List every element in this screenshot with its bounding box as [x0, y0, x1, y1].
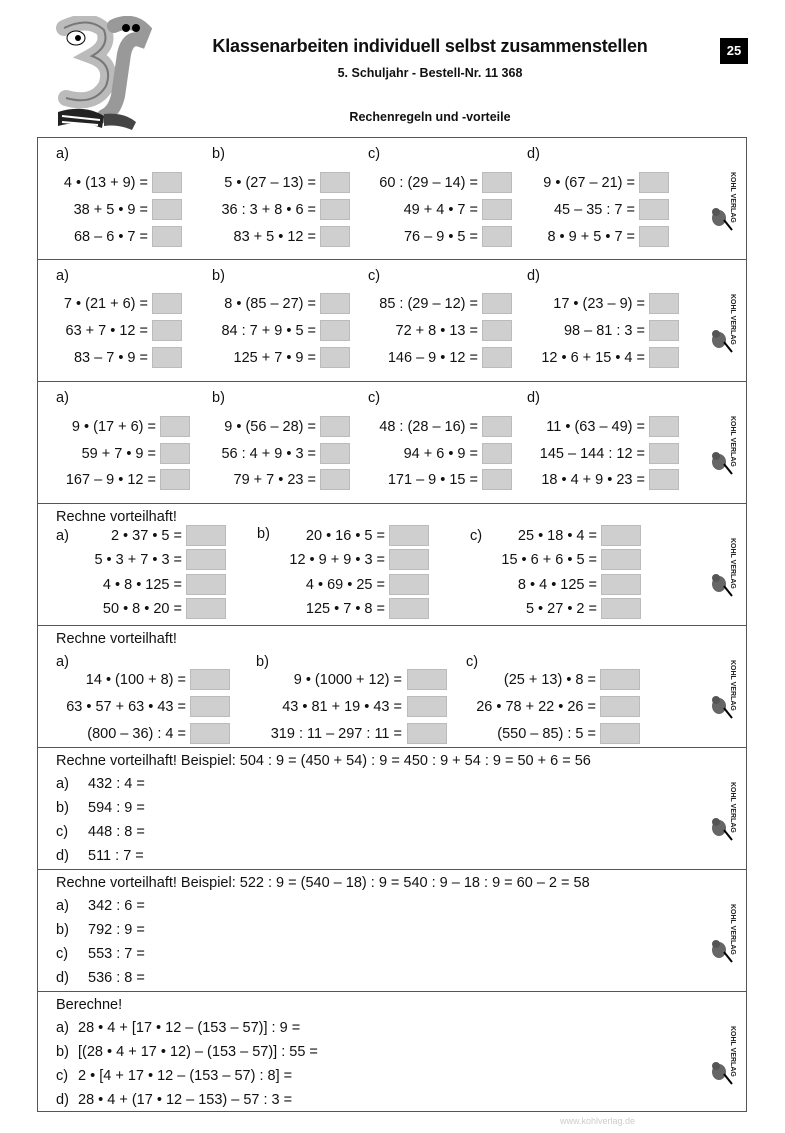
- answer-box[interactable]: [649, 347, 679, 368]
- kohl-verlag-logo: [708, 900, 738, 966]
- answer-box[interactable]: [649, 469, 679, 490]
- answer-box[interactable]: [601, 525, 641, 546]
- column-label: c): [368, 146, 381, 162]
- task: 5 • (27 – 13) =: [224, 175, 316, 191]
- block-heading: Rechne vorteilhaft!: [56, 509, 177, 525]
- topic-heading: Rechenregeln und -vorteile: [349, 110, 511, 124]
- answer-box[interactable]: [601, 549, 641, 570]
- svg-text:KOHL VERLAG: KOHL VERLAG: [729, 538, 736, 589]
- answer-box[interactable]: [152, 293, 182, 314]
- kohl-verlag-logo: [708, 534, 738, 600]
- column-label: a): [56, 654, 69, 670]
- task: 792 : 9 =: [88, 922, 145, 938]
- answer-box[interactable]: [600, 696, 640, 717]
- task: 36 : 3 + 8 • 6 =: [221, 202, 316, 218]
- task: 18 • 4 + 9 • 23 =: [541, 472, 645, 488]
- item-label: a): [56, 776, 69, 792]
- svg-text:KOHL VERLAG: KOHL VERLAG: [729, 782, 736, 833]
- task: 5 • 3 + 7 • 3 =: [94, 552, 182, 568]
- task: 4 • 8 • 125 =: [102, 577, 182, 593]
- svg-text:KOHL VERLAG: KOHL VERLAG: [729, 172, 736, 223]
- answer-box[interactable]: [482, 293, 512, 314]
- answer-box[interactable]: [389, 598, 429, 619]
- kohl-verlag-logo: [708, 412, 738, 478]
- section-divider: [37, 625, 747, 626]
- column-label: c): [466, 654, 479, 670]
- answer-box[interactable]: [152, 199, 182, 220]
- section-divider: [37, 503, 747, 504]
- task: 171 – 9 • 15 =: [387, 472, 478, 488]
- task: 28 • 4 + [17 • 12 – (153 – 57)] : 9 =: [78, 1020, 301, 1036]
- column-label: a): [56, 390, 69, 406]
- task: 15 • 6 + 6 • 5 =: [501, 552, 597, 568]
- answer-box[interactable]: [389, 525, 429, 546]
- task: 94 + 6 • 9 =: [403, 446, 478, 462]
- task: 14 • (100 + 8) =: [85, 672, 186, 688]
- answer-box[interactable]: [186, 598, 226, 619]
- column-label: a): [56, 528, 69, 544]
- answer-box[interactable]: [482, 469, 512, 490]
- task: [(28 • 4 + 17 • 12) – (153 – 57)] : 55 =: [78, 1044, 318, 1060]
- task: 63 + 7 • 12 =: [65, 323, 148, 339]
- answer-box[interactable]: [152, 347, 182, 368]
- task: 12 • 6 + 15 • 4 =: [541, 350, 645, 366]
- column-label: a): [56, 268, 69, 284]
- answer-box[interactable]: [482, 199, 512, 220]
- svg-text:KOHL VERLAG: KOHL VERLAG: [729, 416, 736, 467]
- task: 8 • (85 – 27) =: [224, 296, 316, 312]
- answer-box[interactable]: [160, 469, 190, 490]
- task: 8 • 9 + 5 • 7 =: [547, 229, 635, 245]
- item-label: a): [56, 1020, 69, 1036]
- answer-box[interactable]: [152, 226, 182, 247]
- answer-box[interactable]: [186, 525, 226, 546]
- task: 76 – 9 • 5 =: [403, 229, 478, 245]
- task: 43 • 81 + 19 • 43 =: [282, 699, 402, 715]
- column-label: c): [368, 268, 381, 284]
- page-subtitle: 5. Schuljahr - Bestell-Nr. 11 368: [337, 66, 523, 80]
- answer-box[interactable]: [152, 320, 182, 341]
- task: 4 • (13 + 9) =: [63, 175, 148, 191]
- answer-box[interactable]: [649, 443, 679, 464]
- answer-box[interactable]: [600, 723, 640, 744]
- task: 319 : 11 – 297 : 11 =: [270, 726, 402, 742]
- kohl-verlag-logo: [708, 656, 738, 722]
- item-label: b): [56, 800, 69, 816]
- column-label: d): [527, 390, 540, 406]
- column-label: b): [212, 146, 225, 162]
- task: 9 • (17 + 6) =: [71, 419, 156, 435]
- task: (550 – 85) : 5 =: [497, 726, 596, 742]
- item-label: c): [56, 1068, 69, 1084]
- answer-box[interactable]: [320, 293, 350, 314]
- answer-box[interactable]: [186, 549, 226, 570]
- answer-box[interactable]: [649, 416, 679, 437]
- task: 2 • 37 • 5 =: [110, 528, 182, 544]
- answer-box[interactable]: [320, 320, 350, 341]
- task: 60 : (29 – 14) =: [379, 175, 478, 191]
- task: 45 – 35 : 7 =: [553, 202, 635, 218]
- answer-box[interactable]: [639, 199, 669, 220]
- task: 553 : 7 =: [88, 946, 145, 962]
- answer-box[interactable]: [320, 469, 350, 490]
- task: 38 + 5 • 9 =: [73, 202, 148, 218]
- task: 25 • 18 • 4 =: [517, 528, 597, 544]
- task: 146 – 9 • 12 =: [387, 350, 478, 366]
- answer-box[interactable]: [639, 226, 669, 247]
- item-label: d): [56, 848, 69, 864]
- answer-box[interactable]: [649, 293, 679, 314]
- task: 125 • 7 • 8 =: [305, 601, 385, 617]
- task: 4 • 69 • 25 =: [305, 577, 385, 593]
- task: 84 : 7 + 9 • 5 =: [221, 323, 316, 339]
- section-divider: [37, 381, 747, 382]
- svg-text:KOHL VERLAG: KOHL VERLAG: [729, 904, 736, 955]
- page-title: Klassenarbeiten individuell selbst zusammenstellen: [212, 36, 648, 56]
- task: 511 : 7 =: [88, 848, 144, 864]
- task: 20 • 16 • 5 =: [305, 528, 385, 544]
- task: 9 • (56 – 28) =: [224, 419, 316, 435]
- column-label: b): [212, 390, 225, 406]
- answer-box[interactable]: [601, 598, 641, 619]
- task: 17 • (23 – 9) =: [553, 296, 645, 312]
- task: 432 : 4 =: [88, 776, 145, 792]
- item-label: b): [56, 922, 69, 938]
- kohl-verlag-logo: [708, 168, 738, 234]
- task: 28 • 4 + (17 • 12 – 153) – 57 : 3 =: [78, 1092, 293, 1108]
- svg-text:KOHL VERLAG: KOHL VERLAG: [729, 660, 736, 711]
- task: 536 : 8 =: [88, 970, 145, 986]
- task: 68 – 6 • 7 =: [73, 229, 148, 245]
- column-label: b): [257, 526, 270, 542]
- column-label: b): [212, 268, 225, 284]
- section-divider: [37, 869, 747, 870]
- task: 63 • 57 + 63 • 43 =: [66, 699, 186, 715]
- item-label: a): [56, 898, 69, 914]
- task: 56 : 4 + 9 • 3 =: [221, 446, 316, 462]
- kohl-verlag-logo: [708, 778, 738, 844]
- column-label: c): [368, 390, 381, 406]
- column-label: c): [470, 528, 483, 544]
- task: 5 • 27 • 2 =: [525, 601, 597, 617]
- item-label: c): [56, 824, 69, 840]
- answer-box[interactable]: [186, 574, 226, 595]
- item-label: c): [56, 946, 69, 962]
- task: 12 • 9 + 9 • 3 =: [289, 552, 385, 568]
- column-label: d): [527, 268, 540, 284]
- task: 83 + 5 • 12 =: [233, 229, 316, 245]
- answer-box[interactable]: [152, 172, 182, 193]
- task: 98 – 81 : 3 =: [563, 323, 645, 339]
- answer-box[interactable]: [190, 669, 230, 690]
- task: 11 • (63 – 49) =: [546, 419, 645, 435]
- footer-watermark: www.kohlverlag.de: [560, 1116, 636, 1126]
- block-heading: Berechne!: [56, 997, 123, 1013]
- answer-box[interactable]: [320, 347, 350, 368]
- item-label: d): [56, 970, 69, 986]
- answer-box[interactable]: [482, 416, 512, 437]
- answer-box[interactable]: [320, 416, 350, 437]
- task: 8 • 4 • 125 =: [517, 577, 597, 593]
- task: 167 – 9 • 12 =: [65, 472, 156, 488]
- answer-box[interactable]: [482, 347, 512, 368]
- task: 59 + 7 • 9 =: [81, 446, 156, 462]
- number-three-mascot-logo: [44, 16, 164, 134]
- block-heading: Rechne vorteilhaft! Beispiel: 504 : 9 = (450 + 54) : 9 = 450 : 9 + 54 : 9 = 50 + 6 = 56: [56, 753, 591, 769]
- answer-box[interactable]: [639, 172, 669, 193]
- answer-box[interactable]: [482, 172, 512, 193]
- task: 85 : (29 – 12) =: [379, 296, 478, 312]
- task: 50 • 8 • 20 =: [102, 601, 182, 617]
- task: 145 – 144 : 12 =: [539, 446, 645, 462]
- answer-box[interactable]: [190, 696, 230, 717]
- answer-box[interactable]: [482, 320, 512, 341]
- task: 594 : 9 =: [88, 800, 145, 816]
- item-label: b): [56, 1044, 69, 1060]
- block-heading: Rechne vorteilhaft! Beispiel: 522 : 9 = (540 – 18) : 9 = 540 : 9 – 18 : 9 = 60 – 2 = 58: [56, 875, 590, 891]
- answer-box[interactable]: [320, 226, 350, 247]
- svg-text:KOHL VERLAG: KOHL VERLAG: [729, 1026, 736, 1077]
- answer-box[interactable]: [482, 443, 512, 464]
- task: 9 • (67 – 21) =: [543, 175, 635, 191]
- kohl-verlag-logo: [708, 1022, 738, 1088]
- task: 49 + 4 • 7 =: [403, 202, 478, 218]
- answer-box[interactable]: [160, 416, 190, 437]
- task: 125 + 7 • 9 =: [233, 350, 316, 366]
- answer-box[interactable]: [320, 172, 350, 193]
- answer-box[interactable]: [601, 574, 641, 595]
- task: 48 : (28 – 16) =: [379, 419, 478, 435]
- task: (800 – 36) : 4 =: [87, 726, 186, 742]
- answer-box[interactable]: [320, 443, 350, 464]
- task: 79 + 7 • 23 =: [233, 472, 316, 488]
- answer-box[interactable]: [320, 199, 350, 220]
- answer-box[interactable]: [389, 574, 429, 595]
- item-label: d): [56, 1092, 69, 1108]
- answer-box[interactable]: [482, 226, 512, 247]
- answer-box[interactable]: [160, 443, 190, 464]
- task: 72 + 8 • 13 =: [395, 323, 478, 339]
- column-label: b): [256, 654, 269, 670]
- answer-box[interactable]: [389, 549, 429, 570]
- task: 26 • 78 + 22 • 26 =: [476, 699, 596, 715]
- task: 448 : 8 =: [88, 824, 145, 840]
- answer-box[interactable]: [190, 723, 230, 744]
- answer-box[interactable]: [407, 696, 447, 717]
- section-divider: [37, 747, 747, 748]
- task: (25 + 13) • 8 =: [503, 672, 596, 688]
- section-divider: [37, 259, 747, 260]
- column-label: a): [56, 146, 69, 162]
- task: 83 – 7 • 9 =: [73, 350, 148, 366]
- answer-box[interactable]: [407, 723, 447, 744]
- task: 2 • [4 + 17 • 12 – (153 – 57) : 8] =: [78, 1068, 293, 1084]
- column-label: d): [527, 146, 540, 162]
- block-heading: Rechne vorteilhaft!: [56, 631, 177, 647]
- page-number-badge: 25: [720, 38, 748, 64]
- task: 7 • (21 + 6) =: [63, 296, 148, 312]
- answer-box[interactable]: [600, 669, 640, 690]
- task: 342 : 6 =: [88, 898, 145, 914]
- answer-box[interactable]: [407, 669, 447, 690]
- svg-text:KOHL VERLAG: KOHL VERLAG: [729, 294, 736, 345]
- answer-box[interactable]: [649, 320, 679, 341]
- section-divider: [37, 991, 747, 992]
- kohl-verlag-logo: [708, 290, 738, 356]
- task: 9 • (1000 + 12) =: [293, 672, 402, 688]
